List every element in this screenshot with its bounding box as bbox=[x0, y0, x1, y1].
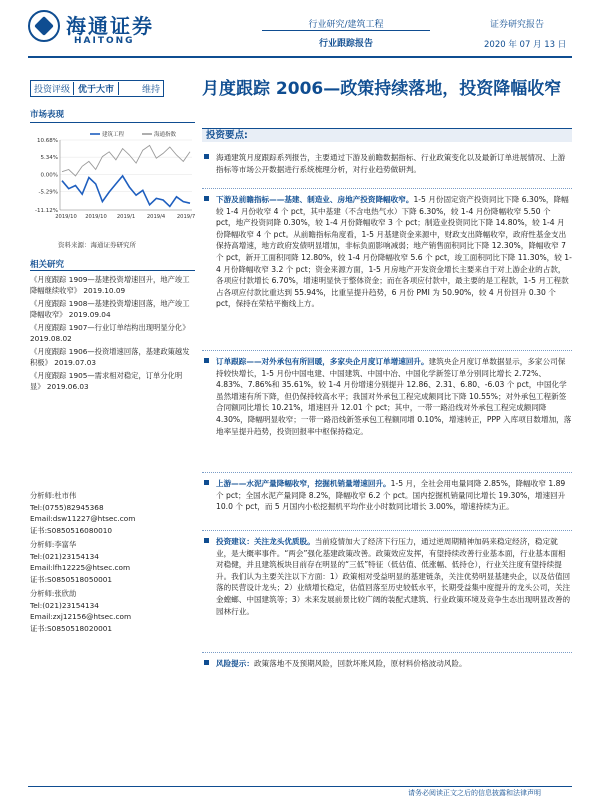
kp-intro bbox=[202, 152, 572, 175]
report-date: 2020 年 07 月 13 日 bbox=[484, 40, 567, 50]
analyst-email[interactable]: Email:zxj12156@htsec.com bbox=[30, 612, 132, 621]
kp-lead: 下游及前瞻指标——基建、制造业、房地产投资降幅收窄。 bbox=[216, 195, 414, 204]
analyst-cert: 证书:S0850518050001 bbox=[30, 574, 113, 584]
kp-upstream bbox=[202, 478, 572, 513]
analyst-tel: Tel:(0755)82945368 bbox=[30, 502, 104, 512]
kp-lead: 投资建议：关注龙头优质股。 bbox=[216, 537, 315, 546]
related-date: 2019.10.09 bbox=[81, 286, 126, 295]
bullet-icon bbox=[204, 154, 209, 159]
x-tick-label: 2019/4 bbox=[146, 214, 166, 220]
kp-body: 1-5 月，全社会用电量同降 2.85%，降幅收窄 1.89 个 pct；全国水泥产量同降 8.2%，降幅收窄 6.2 个 pct。国内挖掘机销量同比增长 19.30%，增速回升 10.0 个 pct，而 5 月国内小松挖掘机平均作业小时数同比增长 3.00%，增速持续为正。 bbox=[216, 479, 566, 512]
kp-lead: 订单跟踪——对外承包有所回暖，多家央企月度订单增速回升。 bbox=[216, 357, 429, 366]
analyst-list bbox=[30, 490, 190, 637]
related-date: 2019.09.04 bbox=[66, 310, 111, 319]
divider bbox=[202, 350, 572, 351]
analyst-name: 分析师:张欣劼 bbox=[30, 589, 77, 598]
report-type: 行业跟踪报告 bbox=[318, 39, 373, 49]
kp-body: 海通建筑月度跟踪系列报告，主要通过下游及前瞻数据指标、行业政策变化以及最新订单进展情况、上游指标等市场公开数据进行系统梳理分析，对行业趋势做研判。 bbox=[216, 153, 566, 174]
related-title: 《月度跟踪 1907—行业订单结构出现明显分化》 bbox=[30, 323, 190, 332]
related-list bbox=[30, 274, 195, 394]
analyst-tel: Tel:(021)23154134 bbox=[30, 551, 99, 561]
kp-downstream bbox=[202, 194, 572, 310]
analyst-email[interactable]: Email:dsw11227@htsec.com bbox=[30, 514, 136, 523]
y-tick-label: 5.34% bbox=[40, 155, 58, 162]
related-item[interactable] bbox=[30, 346, 195, 368]
y-tick-label: 0.00% bbox=[40, 172, 58, 179]
related-date: 2019.08.02 bbox=[30, 334, 72, 343]
page-title: 月度跟踪 2006—政策持续落地，投资降幅收窄 bbox=[202, 79, 562, 99]
related-item[interactable] bbox=[30, 298, 195, 320]
analyst-name: 分析师:杜市伟 bbox=[30, 491, 77, 500]
analyst-card bbox=[30, 490, 190, 536]
kp-advice bbox=[202, 536, 572, 617]
related-date: 2019.06.03 bbox=[44, 382, 89, 391]
y-tick-label: -5.29% bbox=[38, 189, 58, 196]
related-title: 《月度跟踪 1909—基建投资增速回升，地产竣工降幅继续收窄》 bbox=[30, 275, 190, 295]
kp-lead: 风险提示： bbox=[216, 659, 254, 668]
related-item[interactable] bbox=[30, 322, 195, 344]
market-heading-rule bbox=[30, 122, 195, 123]
rating-label: 投资评级 bbox=[34, 85, 71, 95]
related-title: 《月度跟踪 1908—基建投资增速回落，地产竣工降幅收窄》 bbox=[30, 299, 190, 319]
kp-lead: 上游——水泥产量降幅收窄，挖掘机销量增速回升。 bbox=[216, 479, 391, 488]
header-divider bbox=[262, 30, 430, 31]
footer-rule bbox=[28, 786, 572, 787]
analyst-card bbox=[30, 539, 190, 585]
y-tick-label: 10.68% bbox=[37, 138, 58, 144]
kp-risk bbox=[202, 658, 572, 670]
related-heading-rule bbox=[30, 270, 195, 271]
related-item[interactable] bbox=[30, 370, 195, 392]
divider bbox=[202, 530, 572, 531]
rating-action: 维持 bbox=[141, 85, 160, 95]
analyst-email[interactable]: Email:lfh12225@htsec.com bbox=[30, 563, 131, 572]
rating-value: 优于大市 bbox=[73, 82, 119, 95]
series-line-1 bbox=[62, 145, 190, 176]
logo-english: HAITONG bbox=[74, 36, 135, 46]
bullet-icon bbox=[204, 196, 209, 201]
related-item[interactable] bbox=[30, 274, 195, 296]
chart-source-note: 资料来源：海通证券研究所 bbox=[58, 241, 136, 249]
related-title: 《月度跟踪 1905—需求相对稳定，订单分化明显》 bbox=[30, 371, 183, 391]
legend-label: 海通指数 bbox=[154, 132, 177, 138]
bullet-icon bbox=[204, 480, 209, 485]
key-points-heading: 投资要点: bbox=[202, 128, 572, 142]
divider bbox=[202, 188, 572, 189]
analyst-cert: 证书:S0850516080010 bbox=[30, 525, 113, 535]
kp-body: 当前疫情加大了经济下行压力，通过逆周期精神加码来稳定经济，稳定就业，是大概率事件。“两会”强化基建政策改善。政策效应发挥，有望持续改善行业基本面，行业基本面相对稳健，并且建筑板块目前存在明显的“三低”特征（低估值、低涨幅、低持仓），行业关注度有望持续提升。我们认为主要关注以下方面：1）政策相对受益明显的基建链条，关注优势明显基建央企，以及估值回落的民营设计龙头；2）业绩增长稳定，估值回落至历史较低水平，长期受益集中度提升的龙头公司，关注金螳螂、中国建筑等；3）未来发展前景比较广阔的装配式建筑、行业政策环境及竞争生态出现明显改善的园林行业。 bbox=[216, 537, 571, 616]
divider bbox=[202, 652, 572, 653]
report-kind: 证券研究报告 bbox=[490, 20, 545, 30]
bullet-icon bbox=[204, 358, 209, 363]
logo-chinese: 海通证券 bbox=[66, 14, 154, 38]
kp-body: 政策落地不及预期风险，回款坏账风险，原材料价格波动风险。 bbox=[253, 659, 467, 668]
analyst-name: 分析师:李富华 bbox=[30, 540, 77, 549]
related-date: 2019.07.03 bbox=[51, 358, 96, 367]
x-tick-label: 2019/7 bbox=[176, 214, 195, 220]
bullet-icon bbox=[204, 660, 209, 665]
report-category: 行业研究/建筑工程 bbox=[308, 20, 384, 30]
analyst-card bbox=[30, 588, 190, 634]
footer-disclaimer: 请务必阅读正文之后的信息披露和法律声明 bbox=[408, 789, 541, 797]
related-title: 《月度跟踪 1906—投资增速回落，基建政策越发积极》 bbox=[30, 347, 190, 367]
analyst-tel: Tel:(021)23154134 bbox=[30, 600, 99, 610]
kp-body: 1-5 月份固定资产投资同比下降 6.30%，降幅较 1-4 月份收窄 4 个 pct，其中基建（不含电热气水）下降 6.30%，较 1-4 月份降幅收窄 5.50 个 pct，地产投资同降 0.30%，较 1-4 月份降幅收窄 3 个 pct；制造业投资同比下降 14.80%，较 1-4 月份降幅收窄 4 个 pct。从前瞻指标角度看，1-5 月基建资金来源中，财政支出降幅收窄，政府性基金支出保持高增速，地方政府发债明显增加，非标负面影响减弱；地产销售面积同比下降 12.30%，降幅收窄 7 个 pct，新开工面积同降 12.80%，较 1-4 月份降幅收窄 5.6 个 pct，竣工面积同比下降 11.30%，较 1-4 月份降幅收窄 3.2 个 pct；资金来源方面，1-5 月房地产开发资金增长主要来自于对上游企业的占款，各项应付款增长 6.70%，增速明显快于整体资金；而在各项应付款中，最主要的是工程款，1-5 月工程款占各项应付款比重达到 55.94%，比重呈提升趋势，6 月份 PMI 为 50.90%，较 4 月份回升 0.30 个 pct，保持在荣枯平衡线上方。 bbox=[216, 195, 572, 309]
y-tick-label: -11.12% bbox=[35, 208, 58, 214]
market-performance-chart bbox=[30, 128, 195, 236]
kp-body: 建筑央企月度订单数据显示，多家公司保持较快增长，1-5 月份中国电建、中国建筑、中国中冶、中国化学新签订单分别同比增长 2.72%、4.83%、7.86%和 35.61%，较 1-4 月份增速分别提升 12.86、2.31、6.80、-6.03 个 pct，中国化学虽然增速有所下降，但仍保持较高水平；我国对外承包工程完成额同比下降 10.55%；对外承包工程新签合同额同比增长 10.21%，增速回升 12.01 个 pct；其中，一带一路沿线对外承包工程完成额同降 4.30%，降幅明显收窄；一带一路沿线新签承包工程额同增 0.10%，增速转正，PPP 入库项目数增加，落地率呈提升趋势，投资回报率中枢保持稳定。 bbox=[216, 357, 572, 436]
analyst-cert: 证书:S0850518020001 bbox=[30, 623, 113, 633]
investment-rating bbox=[30, 80, 164, 97]
kp-orders bbox=[202, 356, 572, 437]
bullet-icon bbox=[204, 538, 209, 543]
x-tick-label: 2019/10 bbox=[55, 214, 77, 220]
x-tick-label: 2019/1 bbox=[116, 214, 136, 220]
haitong-logo-icon bbox=[28, 10, 60, 42]
x-tick-label: 2019/10 bbox=[85, 214, 107, 220]
related-heading: 相关研究 bbox=[30, 260, 65, 270]
market-heading: 市场表现 bbox=[30, 110, 65, 120]
legend-label: 建筑工程 bbox=[102, 132, 125, 138]
header-rule bbox=[28, 56, 572, 58]
divider bbox=[202, 472, 572, 473]
